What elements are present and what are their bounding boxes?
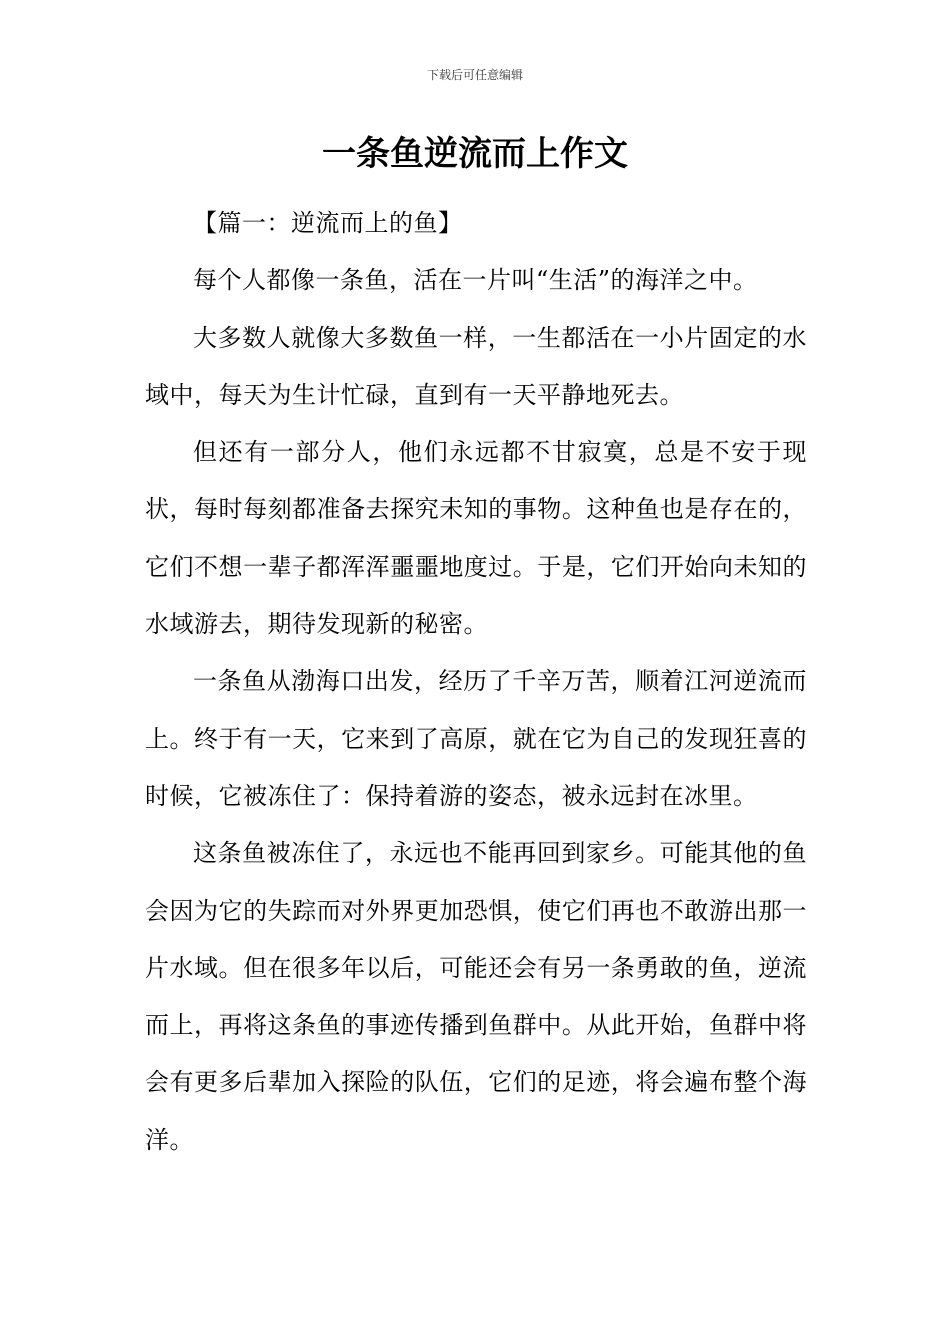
section-heading: 【篇一：逆流而上的鱼】 [193, 209, 463, 237]
document-title: 一条鱼逆流而上作文 [322, 134, 628, 174]
header-note: 下载后可任意编辑 [426, 68, 523, 82]
document-body [145, 195, 807, 1169]
paragraph: 这条鱼被冻住了，永远也不能再回到家乡。可能其他的鱼会因为它的失踪而对外界更加恐惧，使它们再也不敢游出那一片水域。但在很多年以后，可能还会有另一条勇敢的鱼，逆流而上，再将这条鱼的事迹传播到鱼群中。从此开始，鱼群中将会有更多后辈加入探险的队伍，它们的足迹，将会遍布整个海洋。 [145, 839, 807, 1154]
paragraph: 每个人都像一条鱼，活在一片叫“生活”的海洋之中。 [193, 266, 758, 295]
paragraph: 大多数人就像大多数鱼一样，一生都活在一小片固定的水域中，每天为生计忙碌，直到有一天平静地死去。 [145, 323, 807, 409]
paragraph: 一条鱼从渤海口出发，经历了千辛万苦，顺着江河逆流而上。终于有一天，它来到了高原，就在它为自己的发现狂喜的时候，它被冻住了：保持着游的姿态，被永远封在冰里。 [145, 667, 807, 810]
paragraph: 但还有一部分人，他们永远都不甘寂寞，总是不安于现状，每时每刻都准备去探究未知的事物。这种鱼也是存在的，它们不想一辈子都浑浑噩噩地度过。于是，它们开始向未知的水域游去，期待发现新的秘密。 [145, 438, 807, 639]
